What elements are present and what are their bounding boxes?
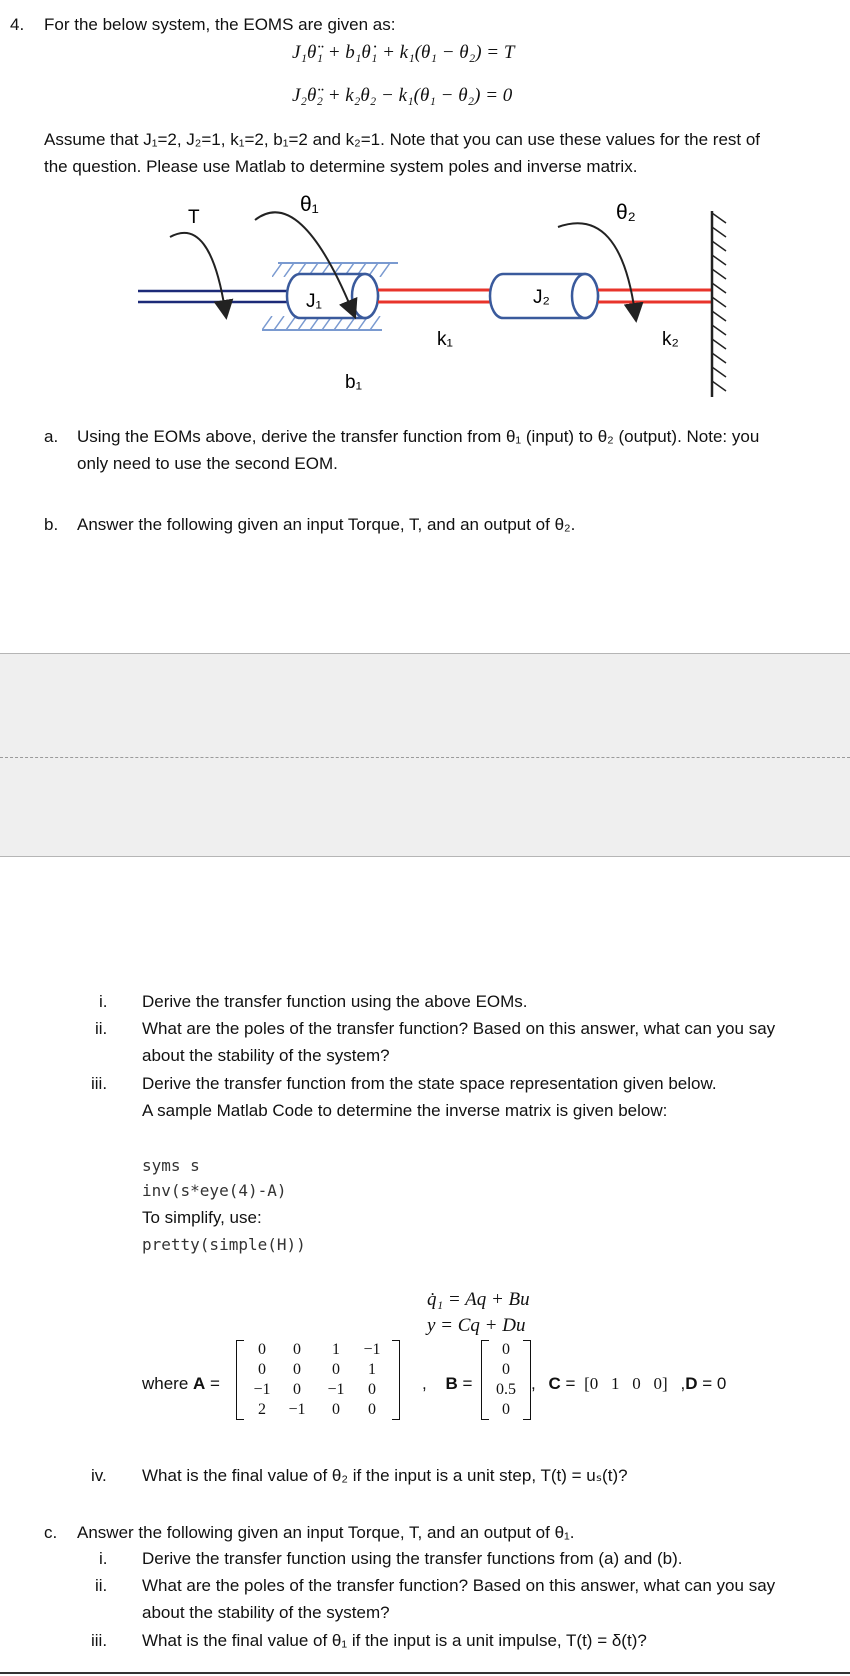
matrix-a-cell: 0 — [293, 1341, 301, 1358]
b-item-ii-line-2: about the stability of the system? — [142, 1046, 390, 1065]
c-item-iii-text: What is the final value of θ₁ if the input is a unit impulse, T(t) = δ(t)? — [142, 1631, 647, 1650]
label-theta1: θ₁ — [300, 193, 319, 216]
b-item-iv-marker: iv. — [91, 1466, 107, 1485]
label-b1: b₁ — [345, 372, 362, 393]
matrix-b-cell: 0 — [502, 1341, 510, 1358]
label-torque: T — [188, 207, 200, 228]
c-item-ii-line-2: about the stability of the system? — [142, 1603, 390, 1622]
matrix-c-d — [531, 1374, 726, 1394]
matrix-b-cell: 0.5 — [496, 1381, 516, 1398]
part-c-marker: c. — [44, 1523, 58, 1542]
part-a-marker: a. — [44, 427, 59, 446]
b-item-ii-marker: ii. — [95, 1019, 108, 1038]
page-break-band — [0, 654, 850, 856]
b-item-iii-marker: iii. — [91, 1074, 108, 1093]
c-item-ii-line-1: What are the poles of the transfer function? Based on this answer, what can you say — [142, 1576, 776, 1595]
d-symbol: D — [685, 1374, 698, 1393]
matrix-b-cell: 0 — [502, 1361, 510, 1378]
matrix-a-cell: 0 — [293, 1381, 301, 1398]
part-b-text: Answer the following given an input Torque, T, and an output of θ₂. — [77, 515, 576, 534]
matrix-a-cell: 1 — [332, 1341, 340, 1358]
matrix-a-cell: 0 — [293, 1361, 301, 1378]
c-equals: = — [560, 1374, 576, 1393]
label-j2: J₂ — [533, 287, 550, 308]
label-k1: k₁ — [437, 329, 453, 350]
mechanical-system-diagram — [0, 185, 850, 415]
matrix-b-cell: 0 — [502, 1401, 510, 1418]
part-b-marker: b. — [44, 515, 59, 534]
matrix-b-grid — [489, 1340, 523, 1420]
comma-c: , — [680, 1374, 686, 1393]
matrix-a-cell: 0 — [258, 1341, 266, 1358]
part-a-line-1: Using the EOMs above, derive the transfer function from θ₁ (input) to θ₂ (output). Note: you — [77, 427, 760, 446]
eom-2: J₂θ̈₂ + k₂θ₂ − k₁(θ₁ − θ₂) = 0 — [292, 85, 513, 106]
output-equation: y = Cq + Du — [427, 1315, 526, 1336]
matrix-a-cell: −1 — [363, 1341, 381, 1358]
torque-arrow — [170, 233, 225, 310]
matrix-b-right-bracket — [523, 1340, 531, 1420]
part-c-text: Answer the following given an input Torque, T, and an output of θ₁. — [77, 1523, 575, 1542]
comma-a: , — [422, 1374, 427, 1393]
b-equals: = — [457, 1374, 473, 1393]
code-simplify-label: To simplify, use: — [142, 1208, 262, 1227]
matrix-a-grid — [244, 1340, 392, 1420]
eom-1: J₁θ̈₁ + b₁θ̇₁ + k₁(θ₁ − θ₂) = T — [292, 42, 515, 63]
matrix-a-cell: 1 — [368, 1361, 376, 1378]
assumption-line-2: the question. Please use Matlab to determine system poles and inverse matrix. — [44, 157, 638, 176]
matrix-a-cell: 0 — [368, 1381, 376, 1398]
c-item-i-marker: i. — [99, 1549, 108, 1568]
shaft-k1 — [378, 290, 497, 302]
d-value: = 0 — [702, 1374, 727, 1393]
matrix-a-label — [142, 1374, 220, 1394]
code-line-pretty: pretty(simple(H)) — [142, 1235, 306, 1254]
matrix-b-label — [422, 1374, 472, 1394]
matrix-a-cell: 0 — [258, 1361, 266, 1378]
b-item-iv-text: What is the final value of θ₂ if the input is a unit step, T(t) = uₛ(t)? — [142, 1466, 628, 1485]
c-item-ii-marker: ii. — [95, 1576, 108, 1595]
c-item-iii-marker: iii. — [91, 1631, 108, 1650]
matrix-a-cell: 0 — [332, 1401, 340, 1418]
comma-b: , — [531, 1374, 536, 1393]
b-item-iii-line-1: Derive the transfer function from the state space representation given below. — [142, 1074, 717, 1093]
state-equation: q̇₁ = Aq + Bu — [427, 1289, 530, 1310]
label-j1: J₁ — [306, 291, 322, 312]
b-symbol: B — [445, 1374, 458, 1393]
divider-bottom — [0, 856, 850, 857]
matrix-a-cell: −1 — [288, 1401, 306, 1418]
matrix-a-cell: −1 — [253, 1381, 271, 1398]
inertia-j1-cylinder — [287, 274, 378, 318]
matrix-b — [481, 1340, 531, 1420]
page-break-dashed-line — [0, 757, 850, 758]
c-symbol: C — [548, 1374, 561, 1393]
matrix-a-left-bracket — [236, 1340, 244, 1420]
label-k2: k₂ — [662, 329, 679, 350]
fixed-wall — [712, 211, 726, 397]
matrix-a-cell: 2 — [258, 1401, 266, 1418]
assumption-line-1: Assume that J₁=2, J₂=1, k₁=2, b₁=2 and k₂=1. Note that you can use these values for the rest of — [44, 130, 761, 149]
matrix-a-cell: 0 — [332, 1361, 340, 1378]
input-shaft — [138, 291, 290, 302]
a-equals: = — [205, 1374, 220, 1393]
matrix-a-right-bracket — [392, 1340, 400, 1420]
code-line-inv: inv(s*eye(4)-A) — [142, 1181, 287, 1200]
matrix-a-cell: −1 — [327, 1381, 345, 1398]
a-symbol: A — [193, 1374, 206, 1393]
matrix-a-cell: 0 — [368, 1401, 376, 1418]
matrix-b-left-bracket — [481, 1340, 489, 1420]
c-item-i-text: Derive the transfer function using the transfer functions from (a) and (b). — [142, 1549, 683, 1568]
b-item-iii-line-2: A sample Matlab Code to determine the inverse matrix is given below: — [142, 1101, 668, 1120]
question-intro: For the below system, the EOMS are given as: — [44, 15, 396, 34]
where-text: where — [142, 1374, 194, 1393]
matrix-a — [236, 1340, 400, 1420]
b-item-ii-line-1: What are the poles of the transfer function? Based on this answer, what can you say — [142, 1019, 776, 1038]
page-bottom-rule — [0, 1672, 850, 1674]
b-item-i-text: Derive the transfer function using the above EOMs. — [142, 992, 528, 1011]
question-number: 4. — [10, 15, 25, 34]
b-item-i-marker: i. — [99, 992, 108, 1011]
shaft-k2 — [598, 290, 712, 302]
code-line-syms: syms s — [142, 1156, 200, 1175]
c-value: [0 1 0 0] — [584, 1374, 668, 1393]
label-theta2: θ₂ — [616, 201, 636, 224]
part-a-line-2: only need to use the second EOM. — [77, 454, 338, 473]
